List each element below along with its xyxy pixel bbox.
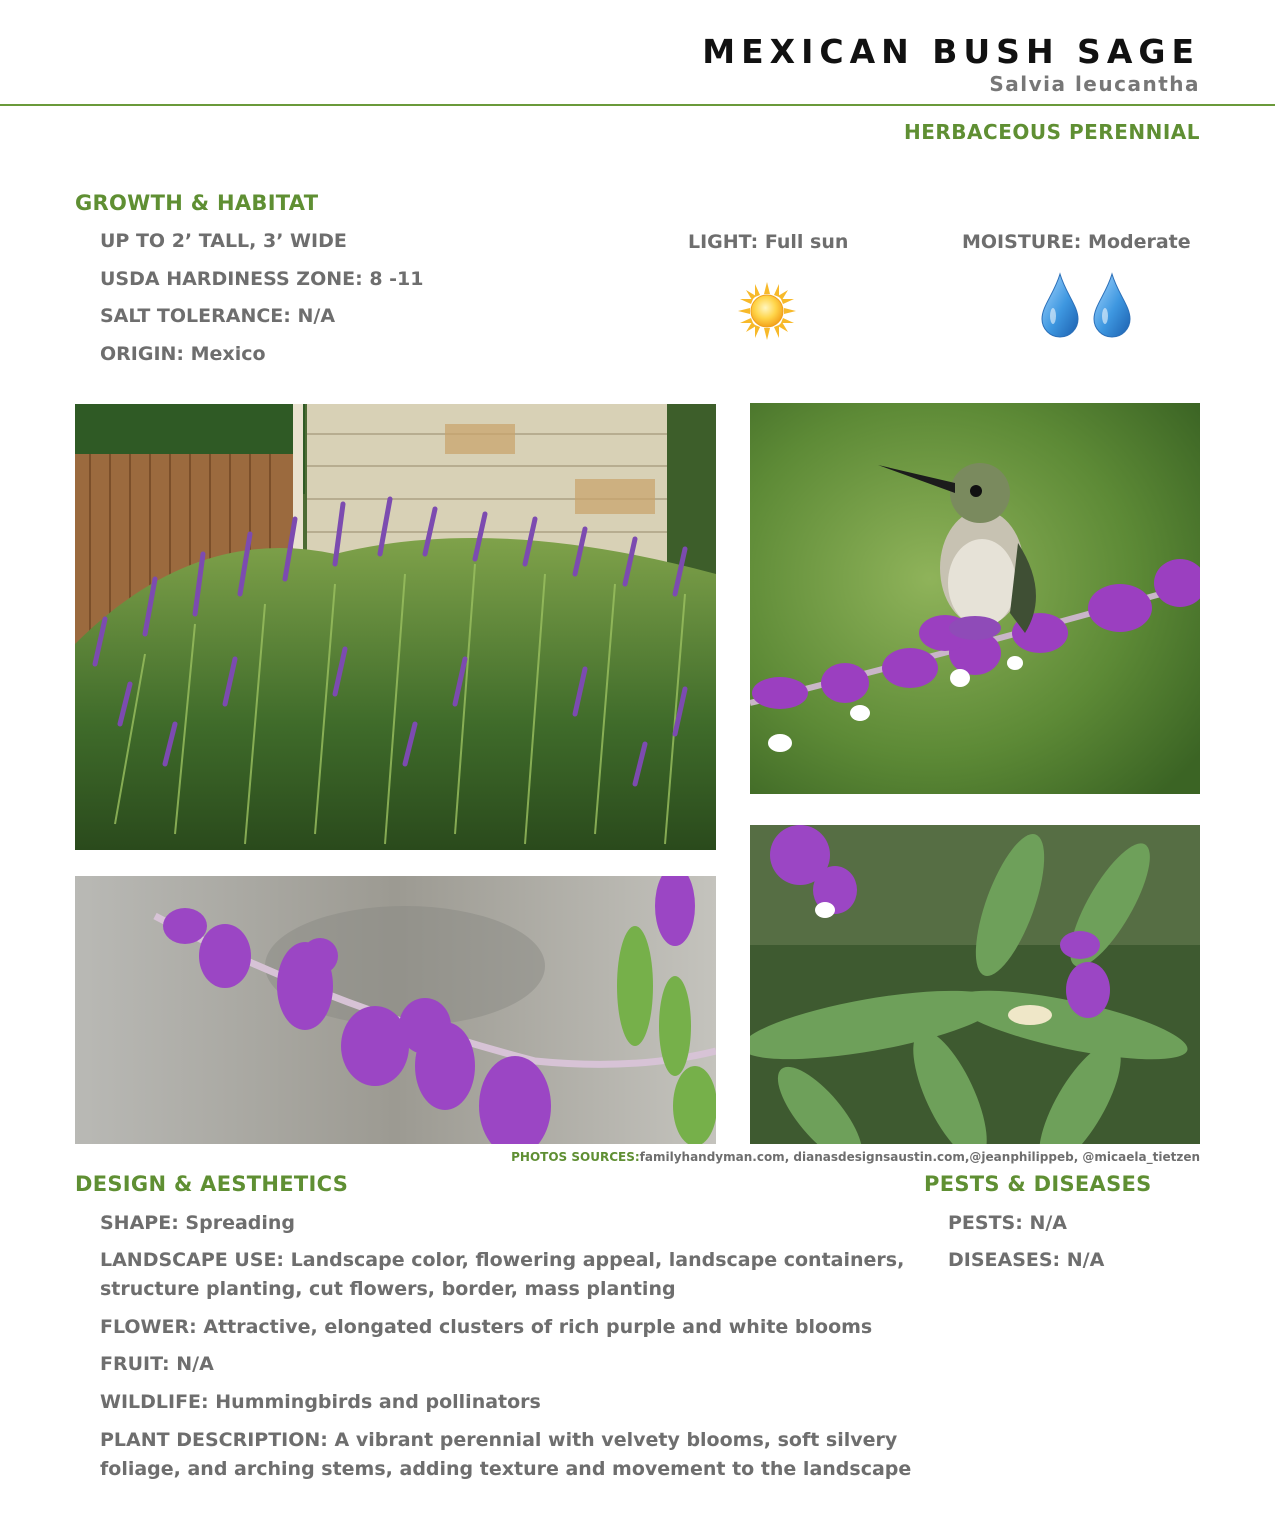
header-divider [0,104,1275,106]
zone-line [100,268,424,290]
photo-credit-label: PHOTOS SOURCES: [511,1150,640,1164]
fruit-label: FRUIT: [100,1353,170,1375]
shape-value: Spreading [185,1212,296,1234]
diseases-label: DISEASES: [948,1249,1061,1271]
moisture-line [962,231,1191,253]
photo-credit-value: familyhandyman.com, dianasdesignsaustin.com,@jeanphilippeb, @micaela_tietzen [639,1150,1200,1164]
pests-line [948,1212,1067,1234]
salt-line [100,305,335,327]
design-heading: DESIGN & AESTHETICS [75,1172,349,1196]
flower-label: FLOWER: [100,1316,197,1338]
wildlife-label: WILDLIFE: [100,1391,209,1413]
zone-label: USDA HARDINESS ZONE: [100,268,363,290]
landscape-value: Landscape color, flowering appeal, landscape containers, structure planting, cut flowers, border, mass planting [100,1249,905,1300]
fruit-line [100,1353,214,1375]
plant-description [100,1426,920,1484]
leaves-photo [750,825,1200,1144]
size-line: UP TO 2’ TALL, 3’ WIDE [100,230,347,252]
light-value: Full sun [764,231,849,253]
salt-value: N/A [297,305,336,327]
garden-photo [75,404,716,850]
pests-heading: PESTS & DISEASES [924,1172,1152,1196]
wildlife-value: Hummingbirds and pollinators [215,1391,541,1413]
landscape-label: LANDSCAPE USE: [100,1249,285,1271]
fruit-value: N/A [176,1353,214,1375]
diseases-value: N/A [1066,1249,1105,1271]
diseases-line [948,1249,1104,1271]
origin-value: Mexico [190,343,266,365]
origin-line [100,343,266,365]
page-title: MEXICAN BUSH SAGE [702,32,1200,71]
moisture-label: MOISTURE: [962,231,1082,253]
description-value: A vibrant perennial with velvety blooms, soft silvery foliage, and arching stems, adding texture and movement to the landscape [100,1429,912,1480]
flower-value: Attractive, elongated clusters of rich purple and white blooms [203,1316,873,1338]
scientific-name: Salvia leucantha [989,72,1200,96]
salt-label: SALT TOLERANCE: [100,305,291,327]
shape-label: SHAPE: [100,1212,179,1234]
light-label: LIGHT: [688,231,759,253]
moisture-value: Moderate [1088,231,1191,253]
description-label: PLANT DESCRIPTION: [100,1429,328,1451]
wildlife-line [100,1391,541,1413]
photo-credit [511,1150,1200,1164]
pests-label: PESTS: [948,1212,1023,1234]
origin-label: ORIGIN: [100,343,185,365]
bloom-closeup-photo [75,876,716,1144]
zone-value: 8 -11 [369,268,424,290]
sun-icon [738,282,796,340]
flower-line [100,1316,872,1338]
shape-line [100,1212,295,1234]
water-drop-icon [1040,272,1136,338]
hummingbird-photo [750,403,1200,794]
landscape-use [100,1246,920,1304]
light-line [688,231,848,253]
plant-type: HERBACEOUS PERENNIAL [904,120,1200,144]
pests-value: N/A [1029,1212,1068,1234]
growth-heading: GROWTH & HABITAT [75,191,319,215]
